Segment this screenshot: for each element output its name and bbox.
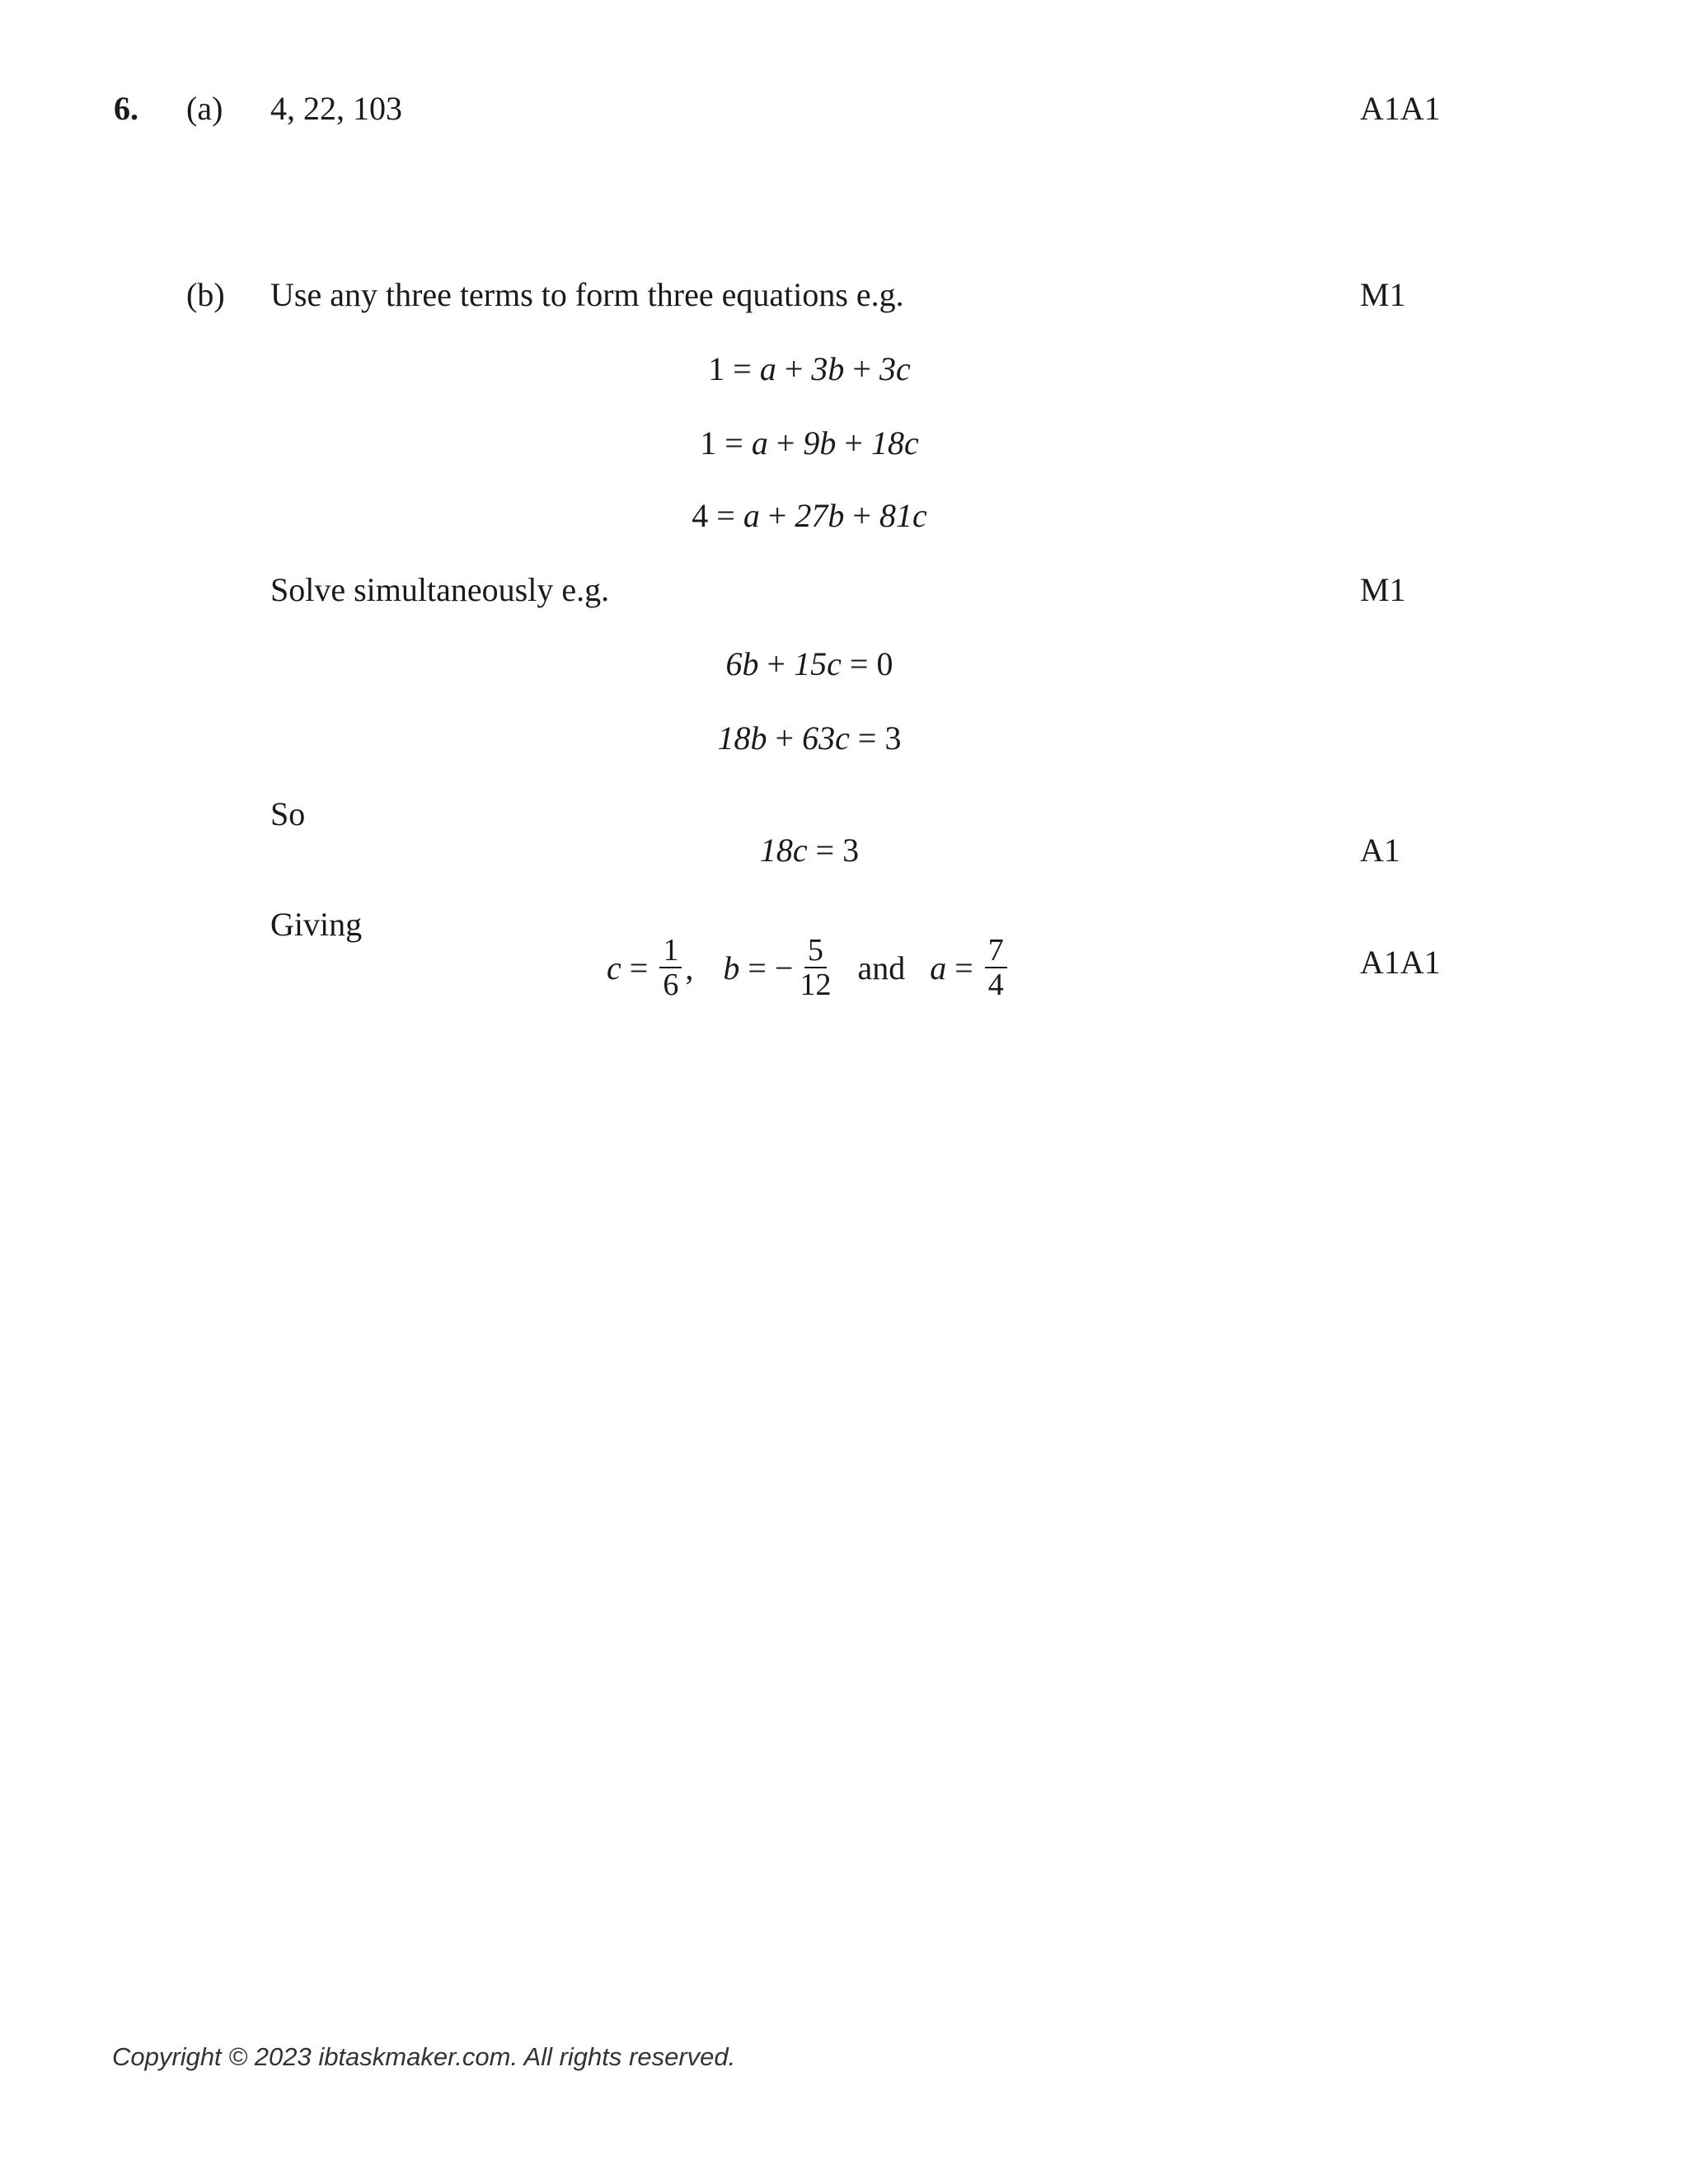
giving-mark: A1A1 — [1360, 944, 1441, 981]
part-b-intro-mark: M1 — [1360, 276, 1406, 313]
part-b-label: (b) — [186, 276, 225, 313]
a-variable: a — [930, 949, 947, 987]
so-mark: A1 — [1360, 832, 1400, 869]
c-variable: c — [607, 949, 621, 987]
part-a-mark: A1A1 — [1360, 90, 1441, 127]
question-number: 6. — [114, 90, 138, 127]
part-a-answer: 4, 22, 103 — [270, 90, 402, 127]
copyright-footer: Copyright © 2023 ibtaskmaker.com. All rights reserved. — [112, 2042, 736, 2071]
solve-text: Solve simultaneously e.g. — [270, 571, 610, 608]
reduced-equation-1: 6b + 15c = 0 — [725, 645, 893, 682]
so-equation: 18c = 3 — [759, 832, 860, 869]
part-b-intro: Use any three terms to form three equations e.g. — [270, 276, 904, 313]
equation-1: 1 = a + 3b + 3c — [708, 350, 911, 387]
part-a-label: (a) — [186, 90, 223, 127]
b-variable: b — [723, 949, 740, 987]
reduced-equation-2: 18b + 63c = 3 — [717, 719, 902, 757]
and-text: and — [857, 949, 906, 987]
equation-3: 4 = a + 27b + 81c — [692, 497, 927, 534]
equation-2: 1 = a + 9b + 18c — [700, 424, 919, 462]
so-text: So — [270, 795, 306, 832]
b-sign: − — [774, 949, 794, 987]
solve-mark: M1 — [1360, 571, 1406, 608]
final-values: c = $\frac{1}{6}$ , b = − $\frac{5}{12}$ and a = $\frac{7}{4}$ — [607, 926, 1010, 1009]
giving-text: Giving — [270, 906, 363, 943]
c-fraction: $\frac{1}{6}$ — [659, 934, 682, 1001]
b-fraction: $\frac{5}{12}$ — [799, 933, 832, 1002]
a-fraction: $\frac{7}{4}$ — [985, 934, 1007, 1001]
